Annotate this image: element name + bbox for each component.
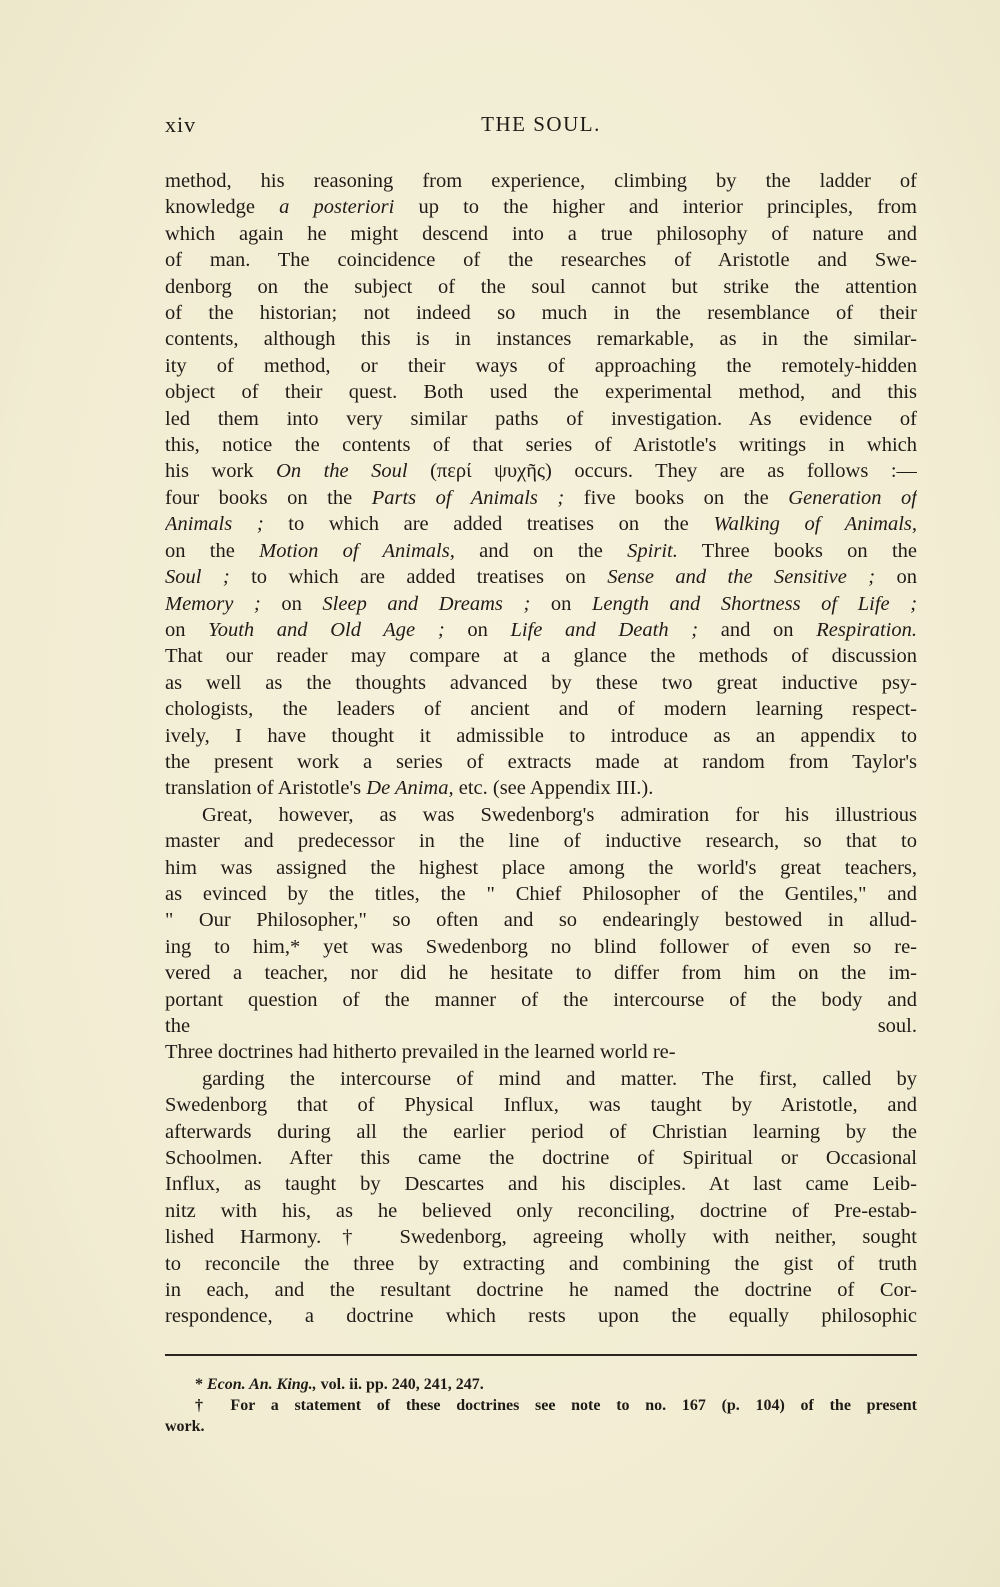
text-line: Soul ; to which are added treatises on Sense and the Sensitive ; on bbox=[165, 566, 917, 589]
text-line: this, notice the contents of that series of Aristotle's writings in which bbox=[165, 434, 917, 457]
page-header bbox=[165, 112, 917, 144]
text-line: on Youth and Old Age ; on Life and Death ; and on Respiration. bbox=[165, 618, 917, 641]
text-line: as well as the thoughts advanced by these two great inductive psy- bbox=[165, 671, 917, 694]
text-line: to reconcile the three by extracting and combining the gist of truth bbox=[165, 1252, 917, 1275]
footnote-2: † For a statement of these doctrines see note to no. 167 (p. 104) of the present bbox=[195, 1397, 917, 1414]
text-line: his work On the Soul (περί ψυχῆς) occurs. They are as follows :— bbox=[165, 460, 917, 483]
text-line: object of their quest. Both used the experimental method, and this bbox=[165, 381, 917, 404]
text-line: ing to him,* yet was Swedenborg no blind follower of even so re- bbox=[165, 935, 917, 958]
text-line: four books on the Parts of Animals ; five books on the Generation of bbox=[165, 486, 917, 509]
text-line: as evinced by the titles, the " Chief Philosopher of the Gentiles," and bbox=[165, 882, 917, 905]
text-line: ively, I have thought it admissible to introduce as an appendix to bbox=[165, 724, 917, 747]
text-line: method, his reasoning from experience, climbing by the ladder of bbox=[165, 170, 917, 192]
text-line: vered a teacher, nor did he hesitate to differ from him on the im- bbox=[165, 962, 917, 985]
text-line: the present work a series of extracts made at random from Taylor's bbox=[165, 750, 917, 773]
text-line: denborg on the subject of the soul cannot but strike the attention bbox=[165, 275, 917, 298]
text-line: garding the intercourse of mind and matter. The first, called by bbox=[202, 1067, 917, 1090]
text-line: That our reader may compare at a glance the methods of discussion bbox=[165, 645, 917, 668]
text-line: Three doctrines had hitherto prevailed in the learned world re- bbox=[165, 1041, 676, 1064]
page-number: xiv bbox=[165, 112, 197, 137]
text-line: respondence, a doctrine which rests upon the equally philosophic bbox=[165, 1305, 917, 1328]
text-line: " Our Philosopher," so often and so endearingly bestowed in allud- bbox=[165, 909, 917, 932]
footnote-divider bbox=[165, 1354, 917, 1356]
text-line: portant question of the manner of the intercourse of the body and bbox=[165, 988, 917, 1011]
text-line: ity of method, or their ways of approaching the remotely-hidden bbox=[165, 354, 917, 377]
body-text bbox=[165, 168, 917, 1330]
text-line: translation of Aristotle's De Anima, etc. (see Appendix III.). bbox=[165, 777, 654, 800]
text-line: contents, although this is in instances remarkable, as in the similar- bbox=[165, 328, 917, 351]
text-line: Memory ; on Sleep and Dreams ; on Length and Shortness of Life ; bbox=[165, 592, 917, 615]
footnote-2-continued: work. bbox=[165, 1418, 205, 1435]
text-line: which again he might descend into a true philosophy of nature and bbox=[165, 222, 917, 245]
text-line: of the historian; not indeed so much in the resemblance of their bbox=[165, 302, 917, 325]
text-line: Animals ; to which are added treatises on the Walking of Animals, bbox=[165, 513, 917, 536]
text-line: Great, however, as was Swedenborg's admiration for his illustrious bbox=[202, 803, 917, 826]
text-line: master and predecessor in the line of inductive research, so that to bbox=[165, 830, 917, 853]
footnotes bbox=[165, 1374, 917, 1437]
text-line: afterwards during all the earlier period of Christian learning by the bbox=[165, 1120, 917, 1143]
text-line: on the Motion of Animals, and on the Spirit. Three books on the bbox=[165, 539, 917, 562]
text-line: chologists, the leaders of ancient and of modern learning respect- bbox=[165, 698, 917, 721]
text-line: nitz with his, as he believed only reconciling, doctrine of Pre-estab- bbox=[165, 1199, 917, 1222]
text-line: in each, and the resultant doctrine he named the doctrine of Cor- bbox=[165, 1279, 917, 1302]
text-line: of man. The coincidence of the researches of Aristotle and Swe- bbox=[165, 249, 917, 272]
text-line: him was assigned the highest place among the world's great teachers, bbox=[165, 856, 917, 879]
footnote-1: * Econ. An. King., vol. ii. pp. 240, 241, 247. bbox=[195, 1376, 484, 1393]
running-title: THE SOUL. bbox=[481, 112, 601, 136]
text-line: led them into very similar paths of investigation. As evidence of bbox=[165, 407, 917, 430]
text-line: Influx, as taught by Descartes and his disciples. At last came Leib- bbox=[165, 1173, 917, 1196]
text-line: lished Harmony.† Swedenborg, agreeing wholly with neither, sought bbox=[165, 1226, 917, 1249]
text-line: Schoolmen. After this came the doctrine of Spiritual or Occasional bbox=[165, 1147, 917, 1170]
text-line: knowledge a posteriori up to the higher and interior principles, from bbox=[165, 196, 917, 219]
text-line: Swedenborg that of Physical Influx, was taught by Aristotle, and bbox=[165, 1094, 917, 1117]
text-line: the soul. bbox=[165, 1015, 917, 1037]
